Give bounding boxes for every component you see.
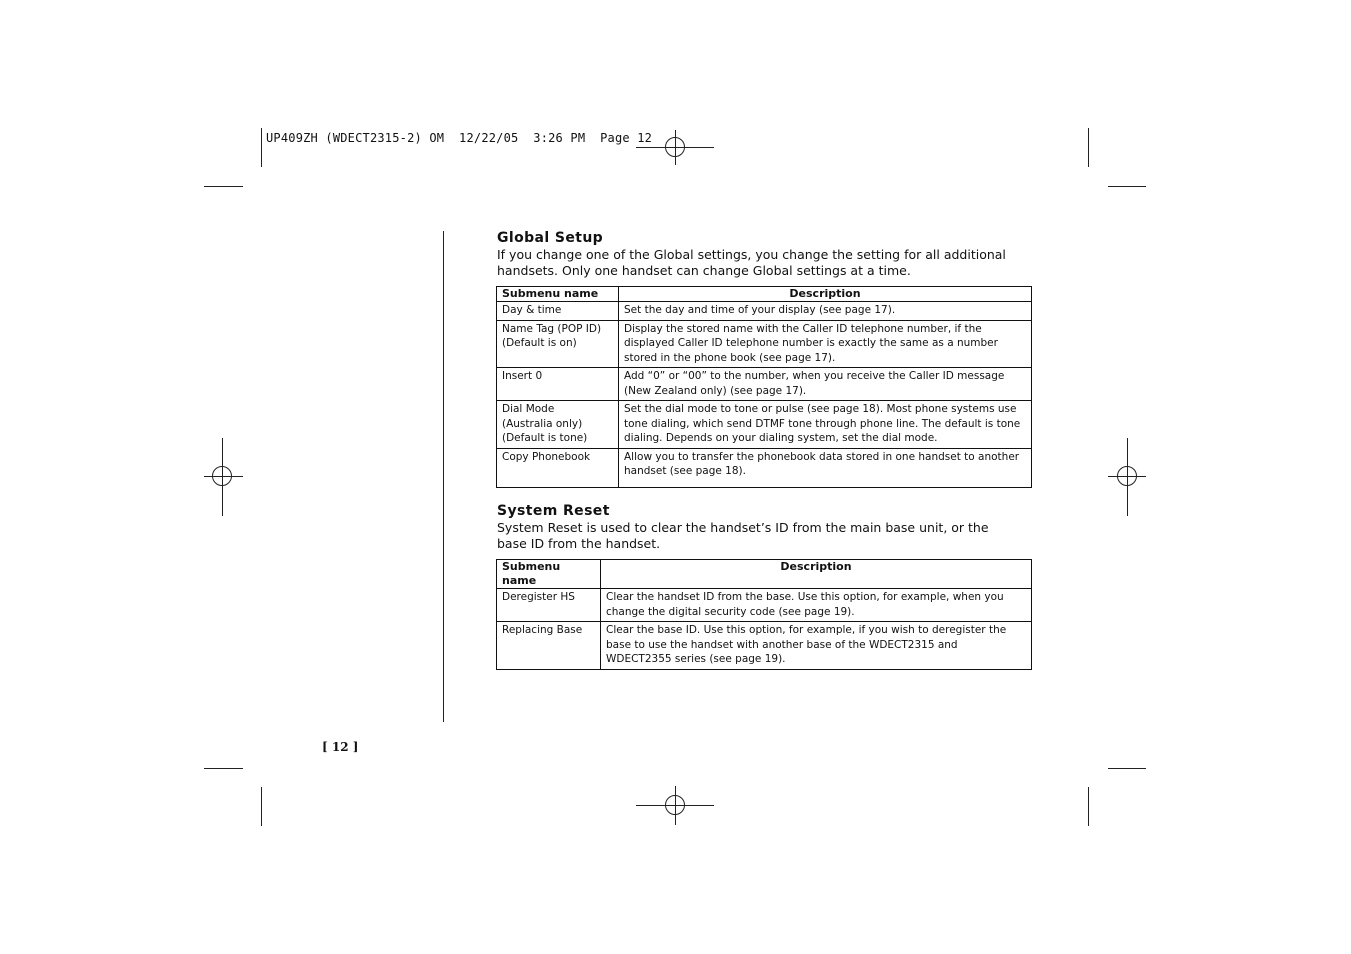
print-slug: UP409ZH (WDECT2315-2) OM 12/22/05 3:26 PM Page 12 — [266, 131, 653, 145]
system-reset-table — [496, 559, 1032, 670]
submenu-description: Display the stored name with the Caller ID telephone number, if the displayed Caller ID telephone number is exactly the same as a number stored in the phone book (see page 17). — [619, 320, 1032, 368]
submenu-name: Replacing Base — [497, 622, 601, 670]
submenu-name: Insert 0 — [497, 368, 619, 401]
submenu-description: Clear the base ID. Use this option, for example, if you wish to deregister the base to use the handset with another base of the WDECT2315 and WDECT2355 series (see page 19). — [601, 622, 1032, 670]
submenu-name: Copy Phonebook — [497, 448, 619, 487]
table-row — [497, 401, 1032, 449]
column-header-description: Description — [619, 287, 1032, 302]
table-row — [497, 302, 1032, 321]
submenu-name: Dial Mode (Australia only) (Default is tone) — [497, 401, 619, 449]
table-row — [497, 448, 1032, 487]
submenu-description: Clear the handset ID from the base. Use this option, for example, when you change the digital security code (see page 19). — [601, 589, 1032, 622]
global-setup-section — [497, 230, 1037, 279]
submenu-name: Name Tag (POP ID) (Default is on) — [497, 320, 619, 368]
table-header-row — [497, 560, 1032, 589]
system-reset-heading: System Reset — [497, 503, 610, 519]
system-reset-section — [497, 503, 1037, 552]
system-reset-intro: System Reset is used to clear the handset’s ID from the main base unit, or the base ID from the handset. — [497, 520, 989, 551]
table-row — [497, 368, 1032, 401]
submenu-description: Set the day and time of your display (see page 17). — [619, 302, 1032, 321]
submenu-description: Set the dial mode to tone or pulse (see page 18). Most phone systems use tone dialing, which send DTMF tone through phone line. The default is tone dialing. Depends on your dialing system, set the dial mode. — [619, 401, 1032, 449]
margin-rule — [443, 231, 444, 722]
column-header-submenu: Submenu name — [497, 560, 601, 589]
submenu-description: Allow you to transfer the phonebook data stored in one handset to another handset (see page 18). — [619, 448, 1032, 487]
table-row — [497, 320, 1032, 368]
global-setup-intro: If you change one of the Global settings, you change the setting for all additional handsets. Only one handset can change Global settings at a time. — [497, 247, 1006, 278]
submenu-name: Deregister HS — [497, 589, 601, 622]
page-number: [ 12 ] — [322, 740, 359, 754]
table-header-row — [497, 287, 1032, 302]
global-setup-table — [496, 286, 1032, 488]
table-row — [497, 622, 1032, 670]
column-header-description: Description — [601, 560, 1032, 589]
submenu-description: Add “0” or “00” to the number, when you receive the Caller ID message (New Zealand only) (see page 17). — [619, 368, 1032, 401]
column-header-submenu: Submenu name — [497, 287, 619, 302]
table-row — [497, 589, 1032, 622]
submenu-name: Day & time — [497, 302, 619, 321]
global-setup-heading: Global Setup — [497, 230, 604, 246]
